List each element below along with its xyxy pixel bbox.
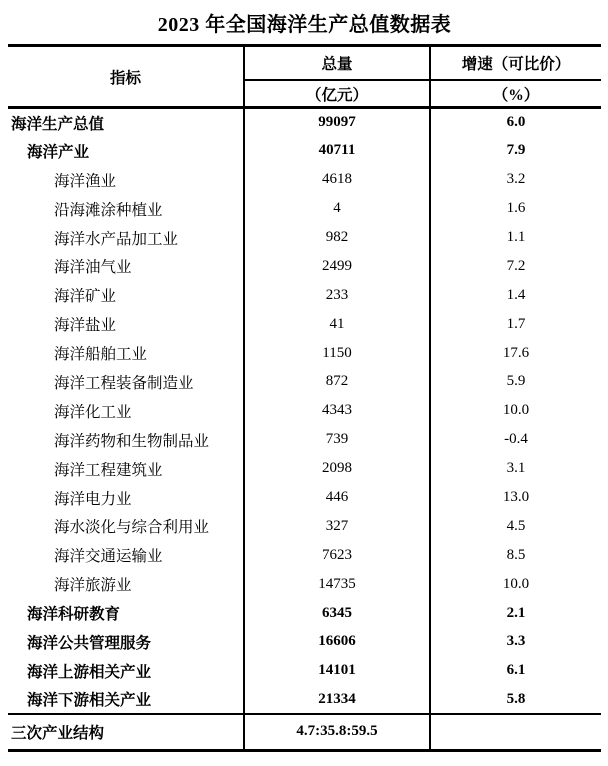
- header-total: 总量: [244, 46, 430, 81]
- row-total-value: 982: [244, 223, 430, 252]
- table-row: [8, 252, 601, 281]
- row-total-value: 21334: [244, 685, 430, 714]
- row-total-value: 1150: [244, 339, 430, 368]
- table-row: [8, 541, 601, 570]
- row-total-value: 7623: [244, 541, 430, 570]
- row-growth-value: 13.0: [502, 489, 530, 506]
- row-total-value: 4343: [244, 396, 430, 425]
- row-growth-value: 7.9: [506, 142, 526, 159]
- row-growth-value: 1.1: [506, 229, 526, 245]
- row-growth-value: 10.0: [502, 402, 530, 419]
- row-total-value: 739: [244, 425, 430, 454]
- table-row: [8, 281, 601, 310]
- table-row: [8, 396, 601, 425]
- row-growth-value: 5.9: [506, 373, 526, 390]
- header-growth-unit: （%）: [430, 80, 601, 108]
- row-label: 海洋交通运输业: [54, 548, 163, 566]
- table-row: [8, 194, 601, 223]
- row-label: 海洋化工业: [54, 403, 132, 421]
- table-row: [8, 628, 601, 657]
- row-growth-value: [430, 714, 601, 750]
- table-title: 2023 年全国海洋生产总值数据表: [157, 14, 452, 36]
- row-label: 海洋工程建筑业: [54, 461, 163, 479]
- row-total-value: 872: [244, 368, 430, 397]
- row-label: 海洋产业: [27, 143, 90, 161]
- table-row: [8, 570, 601, 599]
- row-growth-value: 6.0: [506, 114, 526, 131]
- row-growth-value: 8.5: [506, 546, 526, 563]
- row-growth-value: 3.1: [506, 460, 526, 477]
- row-label: 海洋油气业: [54, 259, 132, 277]
- row-total-value: 4.7:35.8:59.5: [244, 714, 430, 750]
- row-total-value: 2499: [244, 252, 430, 281]
- row-label: 三次产业结构: [8, 714, 244, 750]
- row-label: 沿海滩涂种植业: [54, 201, 163, 219]
- row-total-value: 327: [244, 512, 430, 541]
- row-growth-value: 17.6: [502, 344, 530, 361]
- table-row: [8, 656, 601, 685]
- row-growth-value: 2.1: [506, 604, 526, 621]
- row-growth-value: 3.2: [506, 171, 526, 188]
- table-row: [8, 108, 601, 137]
- row-growth-value: 6.1: [506, 662, 526, 679]
- row-total-value: 40711: [244, 136, 430, 165]
- table-row: [8, 454, 601, 483]
- row-total-value: 4: [244, 194, 430, 223]
- table-body: [8, 108, 601, 751]
- row-label: 海洋水产品加工业: [54, 230, 179, 248]
- row-total-value: 4618: [244, 165, 430, 194]
- row-label: 海洋上游相关产业: [27, 663, 152, 681]
- row-growth-value: 7.2: [506, 257, 526, 274]
- row-total-value: 233: [244, 281, 430, 310]
- row-growth-value: 5.8: [506, 690, 526, 707]
- row-growth-value: 1.4: [506, 286, 526, 303]
- row-total-value: 16606: [244, 628, 430, 657]
- table-row: [8, 599, 601, 628]
- table-row: [8, 483, 601, 512]
- table-row: [8, 368, 601, 397]
- row-label: 海洋生产总值: [11, 115, 105, 133]
- row-label: 海水淡化与综合利用业: [54, 519, 210, 537]
- row-growth-value: 1.6: [506, 200, 526, 217]
- row-label: 海洋下游相关产业: [27, 692, 152, 710]
- row-label: 海洋药物和生物制品业: [54, 432, 210, 450]
- row-label: 海洋旅游业: [54, 577, 132, 595]
- row-total-value: 99097: [244, 108, 430, 137]
- row-growth-value: -0.4: [504, 431, 528, 448]
- header-indicator: 指标: [8, 46, 244, 108]
- row-label: 海洋科研教育: [27, 606, 121, 624]
- row-label: 海洋船舶工业: [54, 346, 148, 364]
- table-row: [8, 339, 601, 368]
- row-label: 海洋矿业: [54, 288, 117, 306]
- row-total-value: 6345: [244, 599, 430, 628]
- table-row: [8, 310, 601, 339]
- row-growth-value: 3.3: [506, 633, 526, 650]
- row-total-value: 2098: [244, 454, 430, 483]
- table-row: [8, 136, 601, 165]
- marine-gdp-table: [8, 44, 601, 752]
- table-row: [8, 165, 601, 194]
- row-total-value: 14101: [244, 656, 430, 685]
- table-row: [8, 685, 601, 714]
- row-label: 海洋公共管理服务: [27, 634, 152, 652]
- row-label: 海洋工程装备制造业: [54, 374, 194, 392]
- row-label: 海洋盐业: [54, 317, 117, 335]
- header-growth: 增速（可比价）: [430, 46, 601, 81]
- row-total-value: 41: [244, 310, 430, 339]
- table-header: [8, 46, 601, 108]
- header-total-unit: （亿元）: [244, 80, 430, 108]
- table-row: [8, 714, 601, 750]
- row-label: 海洋电力业: [54, 490, 132, 508]
- row-growth-value: 1.7: [506, 315, 526, 332]
- table-row: [8, 425, 601, 454]
- row-growth-value: 4.5: [506, 517, 526, 534]
- row-total-value: 446: [244, 483, 430, 512]
- row-label: 海洋渔业: [54, 172, 117, 190]
- row-growth-value: 10.0: [502, 575, 530, 592]
- table-row: [8, 223, 601, 252]
- table-row: [8, 512, 601, 541]
- row-total-value: 14735: [244, 570, 430, 599]
